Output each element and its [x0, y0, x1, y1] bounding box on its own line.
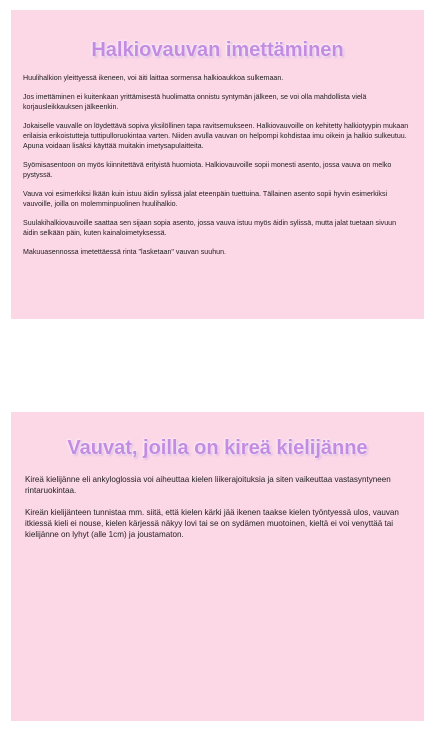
paragraph: Kireän kielijänteen tunnistaa mm. siitä, että kielen kärki jää ikenen taakse kielen työntyessä ulos, vauvan itkiessä kieli ei nouse, kielen kärjessä näkyy lovi tai se on sydämen muotoinen, kieltä ei voi venyttää tai kielijänne on lyhyt (alle 1cm) ja joustamaton. — [25, 508, 399, 539]
paragraph: Syömisasentoon on myös kiinnitettävä erityistä huomiota. Halkiovauvoille sopii monesti asento, jossa vauva on melko pystyssä. — [23, 161, 392, 179]
slide-title: Vauvat, joilla on kireä kielijänne — [67, 437, 368, 459]
paragraph: Suulakihalkiovauvoille saattaa sen sijaan sopia asento, jossa vauva istuu myös äidin sylissä, mutta jalat tuetaan sivuun äidin selkään päin, kuten kainaloimetyksessä. — [23, 219, 397, 237]
slide-tongue-tie — [11, 412, 424, 721]
slide-title: Halkiovauvan imettäminen — [91, 39, 344, 61]
paragraph: Huulihalkion yleittyessä ikeneen, voi äiti laittaa sormensa halkioaukkoa sulkemaan. — [23, 74, 284, 82]
paragraph: Kireä kielijänne eli ankyloglossia voi aiheuttaa kielen liikerajoituksia ja siten vaikeuttaa vastasyntyneen rintaruokintaa. — [25, 475, 391, 495]
paragraph: Jos imettäminen ei kuitenkaan yrittämisestä huolimatta onnistu syntymän jälkeen, se voi olla mahdollista vielä korjausleikkauksen jälkeenkin. — [23, 93, 367, 111]
paragraph: Vauva voi esimerkiksi lkään kuin istuu äidin sylissä jalat eteenpäin tuettuina. Tällainen asento sopii hyvin esimerkiksi vauvoille, joilla on molemminpuolinen huulihalkio. — [23, 190, 388, 208]
paragraph: Makuuasennossa imetettäessä rinta "lasketaan" vauvan suuhun. — [23, 248, 226, 256]
slide-breastfeeding-cleft — [11, 10, 424, 319]
paragraph: Jokaiselle vauvalle on löydettävä sopiva yksilöllinen tapa ravitsemukseen. Halkiovauvoille on kehitetty halkiotyypin mukaan erilaisia erikoistutteja tuttipulloruokintaa varten. Niiden avulla vauvan on helpompi kohdistaa imu oikein ja halkio sulkeutuu. Apuna voidaan lisäksi käyttää muitakin imetysapulaitteita. — [23, 122, 409, 150]
